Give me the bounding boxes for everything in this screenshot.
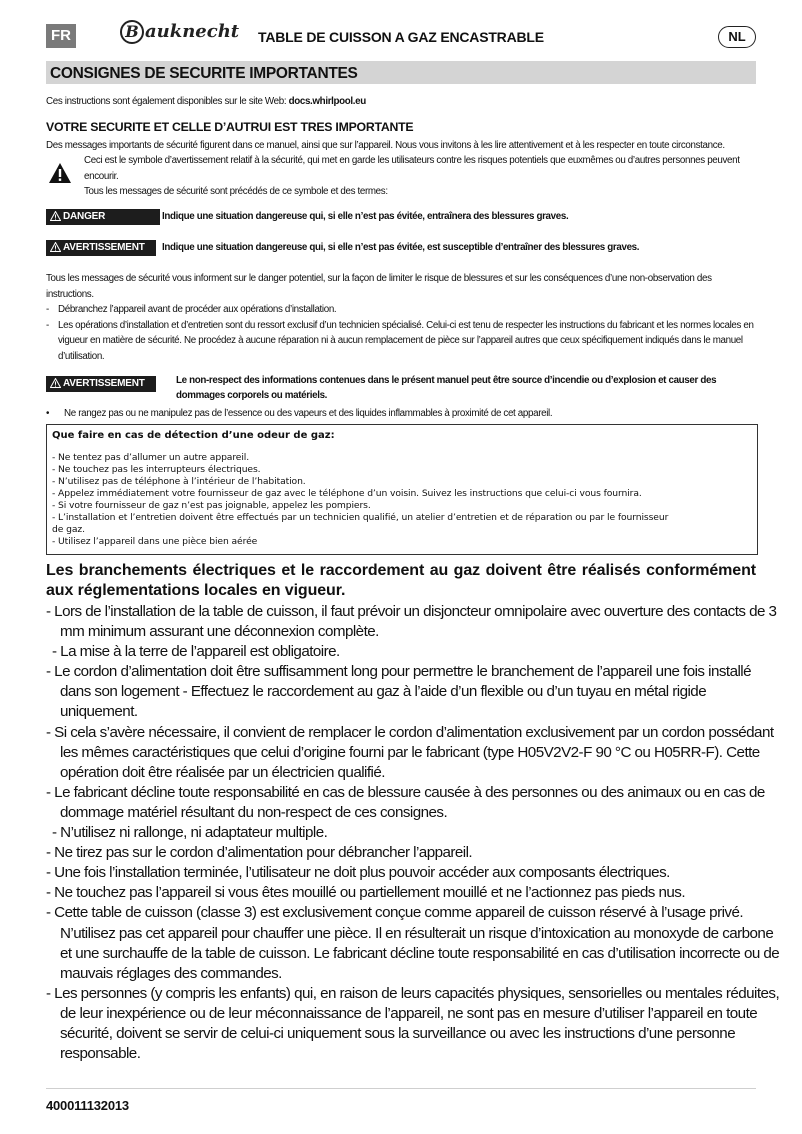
- gas-box-line: - L’installation et l’entretien doivent être effectués par un technicien qualifié, un atelier d’entretien et de réparation ou par le fournisseur: [52, 512, 669, 523]
- symbol-text: Ceci est le symbole d’avertissement relatif à la sécurité, qui met en garde les utilisateurs contre les risques potentiels que euxmêmes ou d’autres personnes peuvent encourir.: [84, 155, 740, 182]
- warning2-line-1: Le non-respect des informations contenues dans le présent manuel peut être source d’incendie ou d’explosion et causer des: [176, 375, 717, 386]
- gas-box-title: Que faire en cas de détection d’une odeur de gaz:: [52, 430, 335, 441]
- flammable-note-text: Ne rangez pas ou ne manipulez pas de l’essence ou des vapeurs et des liquides inflammables à proximité de cet appareil.: [64, 408, 553, 419]
- brand-logo-mark-icon: B: [120, 20, 144, 44]
- terms-text: Tous les messages de sécurité sont précédés de ce symbole et des termes:: [84, 186, 388, 197]
- warning2-description: [176, 374, 716, 403]
- danger-warning-icon: [50, 211, 61, 221]
- danger-label: DANGER: [63, 211, 106, 222]
- warning-label: AVERTISSEMENT: [63, 242, 145, 253]
- list-item: [46, 302, 758, 318]
- gas-box-line: - Ne tentez pas d’allumer un autre appareil.: [52, 452, 250, 463]
- language-badge-fr: FR: [46, 24, 76, 48]
- list-item: - Lors de l’installation de la table de cuisson, il faut prévoir un disjoncteur omnipolaire avec ouverture des contacts de 3 mm minimum assurant une déconnexion complète.: [46, 603, 777, 641]
- gas-box-line: - Si votre fournisseur de gaz n’est pas joignable, appelez les pompiers.: [52, 500, 371, 511]
- warning2-line-2: dommages corporels ou matériels.: [176, 389, 328, 401]
- install-item-text: Les opérations d’installation et d’entretien sont du ressort exclusif d’un technicien spécialisé. Celui-ci est tenu de respecter les instructions du fabricant et les normes locales en vigueur en matière de sécurité. Ne procédez à aucune réparation ni à aucun remplacement de pièce sur l’appareil autres que ceux spécifiquement indiqués dans le manuel d’utilisation.: [58, 319, 754, 362]
- list-dash: -: [46, 304, 49, 315]
- list-item: - Ne touchez pas l’appareil si vous êtes mouillé ou partiellement mouillé et ne l’actionnez pas pieds nus.: [46, 884, 686, 902]
- messages-info: Tous les messages de sécurité vous informent sur le danger potentiel, sur la façon de limiter le risque de blessures et sur les conséquences d’une non-observation des instructions.: [46, 273, 712, 300]
- gas-box-line: de gaz.: [52, 524, 85, 535]
- gas-odor-box: [46, 424, 758, 555]
- danger-description: Indique une situation dangereuse qui, si elle n’est pas évitée, entraînera des blessures graves.: [162, 211, 569, 222]
- list-item: - Le fabricant décline toute responsabilité en cas de blessure causée à des personnes ou des animaux ou en cas de dommage matériel résultant du non-respect de ces consignes.: [46, 783, 765, 821]
- gas-box-line: - Appelez immédiatement votre fournisseur de gaz avec le téléphone d’un voisin. Suivez les instructions que celui-ci vous fournira.: [52, 488, 642, 499]
- bullet-icon: •: [46, 408, 50, 419]
- warning-tag-2-icon: [50, 378, 61, 388]
- gas-box-line: - Ne touchez pas les interrupteurs électriques.: [52, 464, 261, 475]
- web-line-url: docs.whirlpool.eu: [288, 96, 366, 107]
- warning-tag-icon: [50, 242, 61, 252]
- list-item: - Les personnes (y compris les enfants) qui, en raison de leurs capacités physiques, sensorielles ou mentales réduites, de leur inexpérience ou de leur méconnaissance de l’appareil, ne sont pas en mesure d’utiliser l’appareil en toute sécurité, doivent se servir de celui-ci uniquement sous la surveillance ou avec les instructions d’une personne responsable.: [46, 984, 780, 1063]
- warning-triangle-icon: [48, 162, 72, 184]
- safety-symbol-explanation: [84, 153, 758, 200]
- list-item: - N’utilisez ni rallonge, ni adaptateur multiple.: [52, 824, 328, 842]
- warning-tag-2: [46, 376, 156, 392]
- web-availability-line: [46, 94, 366, 110]
- brand-logo-wordmark: auknecht: [145, 21, 240, 42]
- warning2-label: AVERTISSEMENT: [63, 378, 145, 389]
- web-line-prefix: Ces instructions sont également disponibles sur le site Web:: [46, 96, 289, 107]
- footer-divider: [46, 1088, 756, 1089]
- list-item: [46, 318, 758, 365]
- list-item: - Si cela s’avère nécessaire, il convient de remplacer le cordon d’alimentation exclusivement par un cordon possédant les mêmes caractéristiques que celui d’origine fourni par le fabricant (type H05V2V2-F 90 °C ou H05RR-F). Cette opération doit être réalisée par un électricien qualifié.: [46, 723, 774, 781]
- gas-box-line: - Utilisez l’appareil dans une pièce bien aérée: [52, 536, 258, 547]
- document-title: TABLE DE CUISSON A GAZ ENCASTRABLE: [258, 29, 544, 45]
- gas-box-line: - N’utilisez pas de téléphone à l’intérieur de l’habitation.: [52, 476, 306, 487]
- electrical-heading: Les branchements électriques et le raccordement au gaz doivent être réalisés conformément aux réglementations locales en vigueur.: [46, 562, 756, 599]
- list-item: - La mise à la terre de l’appareil est obligatoire.: [52, 643, 340, 661]
- install-list: [46, 302, 758, 364]
- warning-description: Indique une situation dangereuse qui, si elle n’est pas évitée, est susceptible d’entraîner des blessures graves.: [162, 242, 640, 253]
- list-item: - Une fois l’installation terminée, l’utilisateur ne doit plus pouvoir accéder aux composants électriques.: [46, 864, 670, 882]
- document-code: 400011132013: [46, 1098, 129, 1113]
- list-dash: -: [46, 319, 49, 331]
- brand-logo: [120, 20, 239, 44]
- warning-tag: [46, 240, 156, 256]
- electrical-list: [46, 602, 782, 1064]
- install-item-text: Débranchez l’appareil avant de procéder aux opérations d’installation.: [58, 304, 337, 315]
- danger-tag: [46, 209, 160, 225]
- list-item: - Ne tirez pas sur le cordon d’alimentation pour débrancher l’appareil.: [46, 844, 473, 862]
- flammable-note: [46, 406, 758, 422]
- list-item: - Cette table de cuisson (classe 3) est exclusivement conçue comme appareil de cuisson réservé à l’usage privé. N’utilisez pas cet appareil pour chauffer une pièce. Il en résulterait un risque d’intoxication au monoxyde de carbone et une surchauffe de la table de cuisson. Le fabricant décline toute responsabilité en cas d’utilisation incorrecte ou de mauvais réglages des commandes.: [46, 904, 780, 982]
- list-item: - Le cordon d’alimentation doit être suffisamment long pour permettre le branchement de l’appareil une fois installé dans son logement - Effectuez le raccordement au gaz à l’aide d’un flexible ou d’un tuyau en métal rigide uniquement.: [46, 663, 752, 721]
- safety-intro: Des messages importants de sécurité figurent dans ce manuel, ainsi que sur l’appareil. Nous vous invitons à les lire attentivement et à les respecter en toute circonstance.: [46, 140, 725, 151]
- safety-heading: VOTRE SECURITE ET CELLE D’AUTRUI EST TRES IMPORTANTE: [46, 120, 414, 134]
- section-title: CONSIGNES DE SECURITE IMPORTANTES: [46, 61, 756, 84]
- language-badge-nl: NL: [718, 26, 756, 48]
